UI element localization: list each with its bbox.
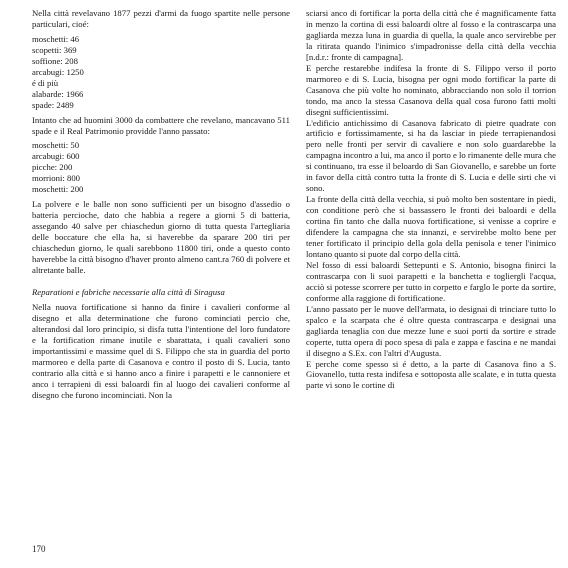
- list-item: é di più: [32, 77, 59, 88]
- list-item: moschetti: 200: [32, 184, 84, 195]
- list-item: scopetti: 369: [32, 44, 77, 55]
- list-item: arcabugi: 600: [32, 151, 80, 162]
- right-column: [306, 8, 556, 391]
- paragraph-polvere: La polvere e le balle non sono sufficienti per un bisogno d'assedio o batteria percioche, dato che habbia a regere a giorni 5 di batteria, assegando 40 salve per chiaschedun giorno di tutta questa l'artegliaria delle boccature che ella ha, si haverebbe da sparare 200 tiri per chiaschedun giorno, le quali sarebbono 11800 tiri, onde a questo conto haverebbe la città bisogno d'haver pronto almeno cant.ra 760 di polvere et altretante balle.: [32, 199, 290, 275]
- list-item: morrioni: 800: [32, 173, 81, 184]
- intro-paragraph-patrimonio: Intanto che ad huomini 3000 da combattere che revelano, mancavano 511 spade e il Real Patrimonio providde l'anno passato:: [32, 114, 290, 136]
- list-item: picche: 200: [32, 162, 73, 173]
- paragraph-nuova-fortificatione: Nella nuova fortificatione si hanno da finire i cavalieri conforme al disegno et alla determinatione che furono cominciati percio che, alterandosi dal loro principio, si disfa tutta l'intentione del loro fundatore e la fortification rimane inutile e sbarattata, i quali cavalieri sono importantissimi e massime quel di S. Filippo che sta in guardia del porto marmoreo e della parte di Casanova e contro il posto di S. Lucia, tanto contrario alla città e si hanno anco a finire i parapetti e le cannoniere et anco i terrapieni di essi baloardi fin al luogo dei cavalieri conforme al disegno che furono incominciati. Non la: [32, 301, 290, 400]
- intro-paragraph-arms: Nella città revelavano 1877 pezzi d'armi da fuogo spartite nelle persone particulari, cioé:: [32, 8, 290, 29]
- provision-list: [32, 140, 290, 195]
- list-item: alabarde: 1966: [32, 88, 84, 99]
- list-item: moschetti: 46: [32, 33, 80, 44]
- paragraph-fronte-vecchia: La fronte della città della vecchia, si può molto ben sostentare in piedi, con conditione però che si bassassero le fronti dei baloardi e della cortina fin tanto che dalla nuova fortificatione, si venisse a coprire e difendere la campagna che sta innanzi, e servirebbe molto bene per tener fortificato il principio della gola della penisola e tener l'inimico lontano quanto si puote dal corpo della città.: [306, 194, 556, 259]
- section-heading: Reparationi e fabriche necessarie alla città di Siragusa: [32, 286, 225, 297]
- left-column: [32, 8, 290, 400]
- paragraph-porta: sciarsi anco di fortificar la porta della città che é magnificamente fatta in menzo la cortina di essi baloardi oltre al fosso e la contrascarpa una gagliarda mezza luna in guardia di quella, la quale anco servirebbe per la ritirata quando l'inimico s'impadronisse della città della vecchia [n.d.r.: fronte di campagna].: [306, 8, 556, 62]
- paragraph-casanova-giovanello: E perche come spesso si é detto, a la parte di Casanova fino a S. Giovanello, tutta resta indifesa e sottoposta alle scalate, e in tutta questa parte vi sono le cortine di: [306, 358, 556, 391]
- list-item: arcabugi: 1250: [32, 66, 84, 77]
- paragraph-casanova: L'edificio antichissimo di Casanova fabricato di pietre quadrate con artificio e fortissimamente, si ha da lasciar in piede terrapienandosi pero nelle fronti per servir di cavaliere e non solo guardarebbe la campagna incontro a lui, ma anco il porto e lo rimanente delle mura che si continuano, tra esse il beloardo di San Giovanello, e sarebbe un forte in favor della città contro tutta la fronte di S. Lucia e delle sirti che vi sono.: [306, 117, 556, 194]
- paragraph-san-filippo: E perche restarebbe indifesa la fronte di S. Filippo verso il porto marmoreo e di S. Lucia, bisogna per ogni modo fortificar la parte di Casanova che più volte ho nominato, abbracciando non solo il torrion tondo, ma anco la stessa Casanova della qual cosa furono fatti molti disegni sufficientissimi.: [306, 62, 556, 117]
- list-item: spade: 2489: [32, 99, 74, 110]
- paragraph-fosso: Nel fosso di essi baloardi Settepunti e S. Antonio, bisogna finirci la contrascarpa con li suoi parapetti e la banchetta e togliergli l'acqua, acciò si potesse scorrere per tutto in corpetto e farglo le porte da sortire, conforme alla raggione di fortificatione.: [306, 259, 556, 303]
- paragraph-anno-passato: L'anno passato per le nuove dell'armata, io designai di trinciare tutto lo spalco e la scarpata che é oltre questa contrascarpa e designai una gagliarda tenaglia con due mezze lune e suoi porti da sortire e strade coperte, tutta opera di poco spesa di pala e zappa e fascina e ne mandai il disegno a S.Ex. con l'altri d'Augusta.: [306, 303, 556, 358]
- arms-list: [32, 34, 290, 111]
- page-number: 170: [32, 544, 46, 554]
- list-item: soffione: 208: [32, 55, 78, 66]
- list-item: moschetti: 50: [32, 140, 80, 151]
